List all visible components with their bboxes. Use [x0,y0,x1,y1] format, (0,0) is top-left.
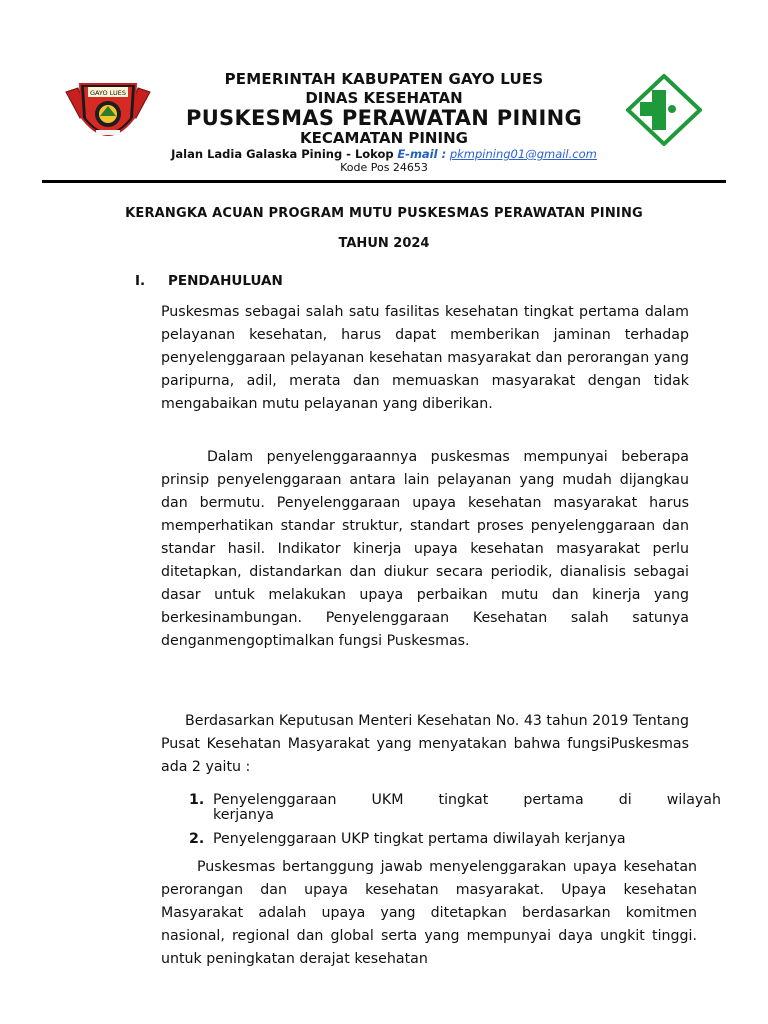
document-year: TAHUN 2024 [338,236,430,251]
header-institution: PUSKESMAS PERAWATAN PINING [186,106,582,130]
document-title: KERANGKA ACUAN PROGRAM MUTU PUSKESMAS PERAWATAN PINING [125,206,643,221]
section-number: I. [135,273,146,289]
section-title: PENDAHULUAN [168,273,283,289]
list-item-text: Penyelenggaraan UKM tingkat pertama di wilayah [213,792,721,808]
paragraph-3: Berdasarkan Keputusan Menteri Kesehatan No. 43 tahun 2019 Tentang Pusat Kesehatan Masyarakat yang menyatakan bahwa fungsiPuskesmas ada 2 yaitu : [161,713,689,775]
svg-text:GAYO LUES: GAYO LUES [89,89,127,97]
header-government: PEMERINTAH KABUPATEN GAYO LUES [224,70,544,88]
header-divider [42,180,726,183]
list-item-number: 1. [189,792,205,808]
header-department: DINAS KESEHATAN [305,89,463,107]
paragraph-1: Puskesmas sebagai salah satu fasilitas kesehatan tingkat pertama dalam pelayanan kesehatan, harus dapat memberikan jaminan terhadap penyelenggaraan pelayanan kesehatan masyarakat dan perorangan yang paripurna, adil, merata dan memuaskan masyarakat dengan tidak mengabaikan mutu pelayanan yang diberikan. [161,304,689,412]
header-district: KECAMATAN PINING [300,129,468,147]
paragraph-4: Puskesmas bertanggung jawab menyelenggarakan upaya kesehatan perorangan dan upaya kesehatan masyarakat. Upaya kesehatan Masyarakat adalah upaya yang ditetapkan berdasarkan komitmen nasional, regional dan global serta yang mempunyai daya ungkit tinggi. untuk peningkatan derajat kesehatan [161,859,697,967]
list-item-number: 2. [189,831,205,847]
email-link[interactable]: pkmpining01@gmail.com [449,147,597,161]
postal-code: Kode Pos 24653 [340,161,428,174]
email-label: E-mail : [397,147,447,161]
section-heading [135,273,283,289]
paragraph-2: Dalam penyelenggaraannya puskesmas mempunyai beberapa prinsip penyelenggaraan antara lain pelayanan yang mudah dijangkau dan bermutu. Penyelenggaraan upaya kesehatan masyarakat harus memperhatikan standar struktur, standart proses penyelenggaraan dan standar hasil. Indikator kinerja upaya kesehatan masyarakat perlu ditetapkan, distandarkan dan diukur secara periodik, dianalisis sebagai dasar untuk melakukan upaya perbaikan mutu dan kinerja yang berkesinambungan. Penyelenggaraan Kesehatan salah satunya denganmengoptimalkan fungsi Puskesmas. [161,449,689,649]
list-item-text: Penyelenggaraan UKP tingkat pertama diwilayah kerjanya [213,831,626,847]
address-text: Jalan Ladia Galaska Pining - Lokop [171,147,394,161]
list-item-text-continued: kerjanya [213,807,274,823]
header-address-line [0,147,768,161]
